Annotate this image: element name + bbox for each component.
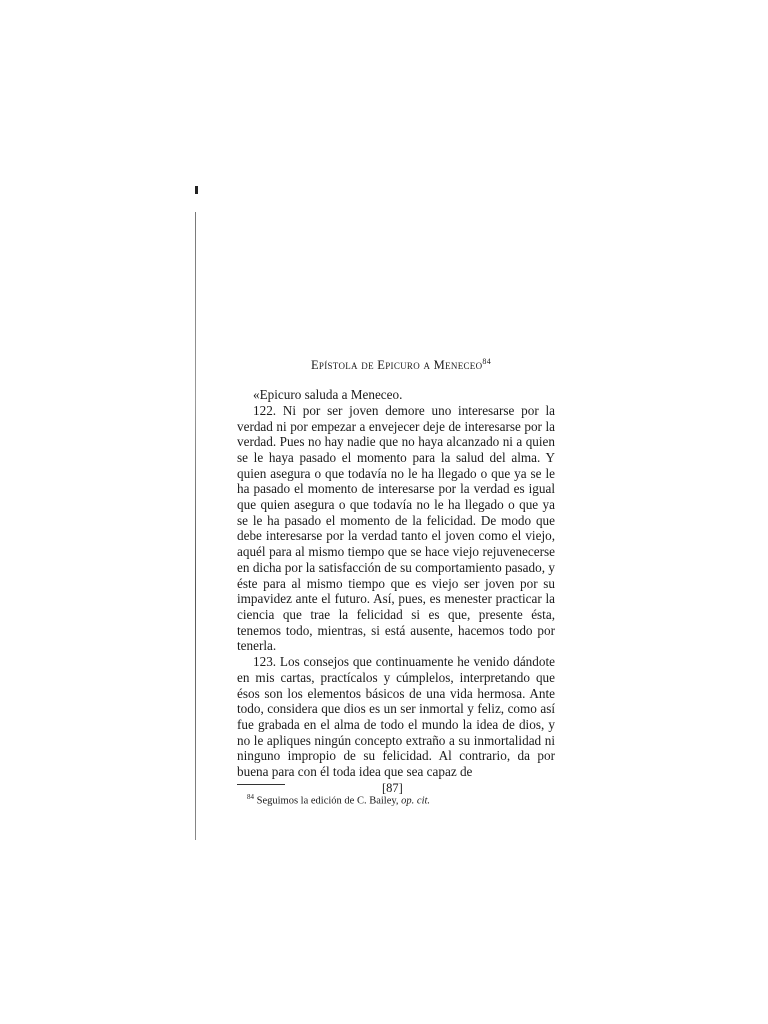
body-text [237,387,555,780]
chapter-heading [247,357,555,373]
scan-mark [195,186,198,194]
scan-page-edge [195,212,196,840]
footnote-citation: op. cit. [401,795,431,807]
page-content [237,357,555,807]
paragraph-122: 122. Ni por ser joven demore uno interesarse por la verdad ni por empezar a envejecer deje de interesarse por la verdad. Pues no hay nadie que no haya alcanzado ni a quien se le haya pasado el momento para la salud del alma. Y quien asegura o que todavía no le ha llegado o que ya se le ha pasado el momento de interesarse por la verdad es igual que quien asegura o que todavía no le ha llegado o que ya se le ha pasado el momento de la felicidad. De modo que debe interesarse por la verdad tanto el joven como el viejo, aquél para al mismo tiempo que se hace viejo rejuvenecerse en dicha por la satisfacción de su comportamiento pasado, y éste para al mismo tiempo que es viejo ser joven por su impavidez ante el futuro. Así, pues, es menester practicar la ciencia que trae la felicidad si es que, presente ésta, tenemos todo, mientras, si está ausente, hacemos todo por tenerla. [237,402,555,654]
footnote-number: 84 [247,792,254,801]
paragraph-123: 123. Los consejos que continuamente he venido dándote en mis cartas, practícalos y cúmplelos, interpretando que ésos son los elementos básicos de una vida hermosa. Ante todo, considera que dios es un ser inmortal y feliz, como así fue grabada en el alma de todo el mundo la idea de dios, y no le apliques ningún concepto extraño a su inmortalidad ni ninguno impropio de su felicidad. Al contrario, da por buena para con él toda idea que sea capaz de [237,654,555,780]
footnote-divider [237,784,285,785]
footnote-reference: 84 [482,357,492,366]
footnote-text: Seguimos la edición de C. Bailey, [256,795,402,807]
page-number: [87] [382,781,403,795]
chapter-title: Epístola de Epicuro a Meneceo [310,358,483,373]
paragraph-greeting: «Epicuro saluda a Meneceo. [253,387,403,403]
